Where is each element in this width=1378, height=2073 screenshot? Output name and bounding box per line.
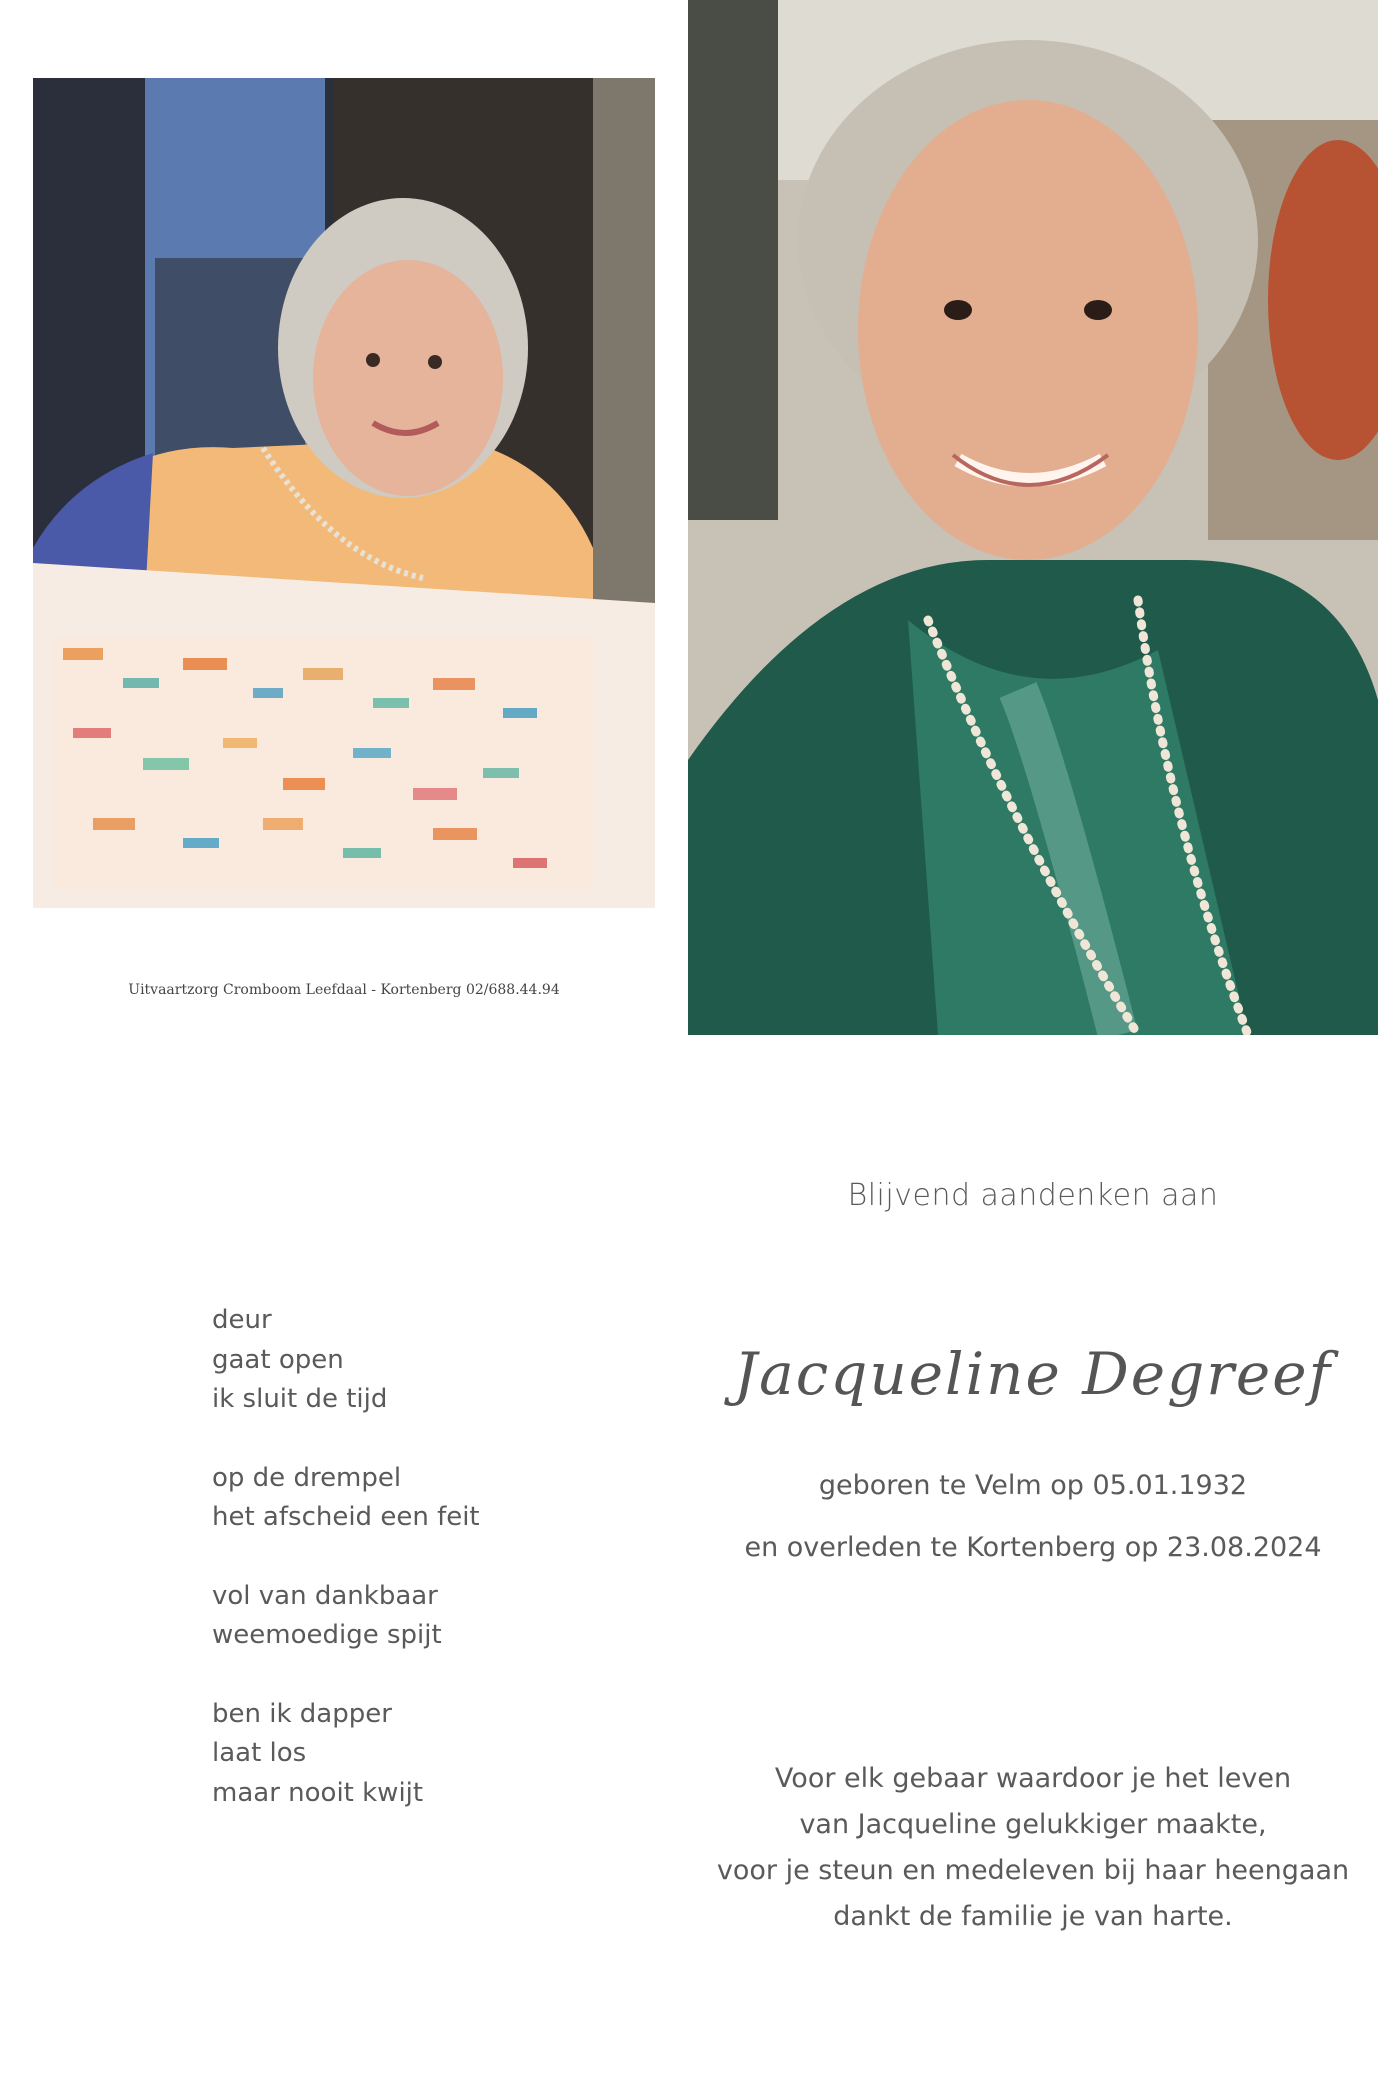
thank-you-message <box>700 1756 1366 1940</box>
death-line: en overleden te Kortenberg op 23.08.2024 <box>744 1532 1322 1563</box>
poem-stanza <box>212 1301 632 1420</box>
poem-line: laat los <box>212 1738 307 1768</box>
portrait-photo-painting <box>33 78 655 908</box>
poem-stanza <box>212 1577 632 1656</box>
poem-line: deur <box>212 1305 272 1335</box>
poem-stanza <box>212 1459 632 1538</box>
poem-line: het afscheid een feit <box>212 1502 480 1532</box>
poem-line: vol van dankbaar <box>212 1580 438 1611</box>
poem-stanza <box>212 1695 632 1814</box>
poem <box>212 1301 632 1852</box>
birth-line: geboren te Velm op 05.01.1932 <box>818 1470 1248 1501</box>
portrait-photo-closeup <box>688 0 1378 1035</box>
deceased-name: Jacqueline Degreef <box>733 1340 1333 1408</box>
poem-line: weemoedige spijt <box>212 1620 442 1650</box>
poem-line: op de drempel <box>212 1462 402 1493</box>
thanks-line: Voor elk gebaar waardoor je het leven <box>774 1763 1292 1794</box>
poem-line: ik sluit de tijd <box>212 1384 388 1414</box>
poem-line: maar nooit kwijt <box>212 1777 424 1808</box>
poem-line: gaat open <box>212 1344 344 1375</box>
poem-line: ben ik dapper <box>212 1698 392 1729</box>
thanks-line: voor je steun en medeleven bij haar heengaan <box>716 1855 1350 1886</box>
undertaker-credit: Uitvaartzorg Cromboom Leefdaal - Kortenberg 02/688.44.94 <box>128 982 560 998</box>
remembrance-heading: Blijvend aandenken aan <box>847 1178 1219 1213</box>
thanks-line: dankt de familie je van harte. <box>833 1901 1233 1932</box>
thanks-line: van Jacqueline gelukkiger maakte, <box>799 1809 1267 1840</box>
